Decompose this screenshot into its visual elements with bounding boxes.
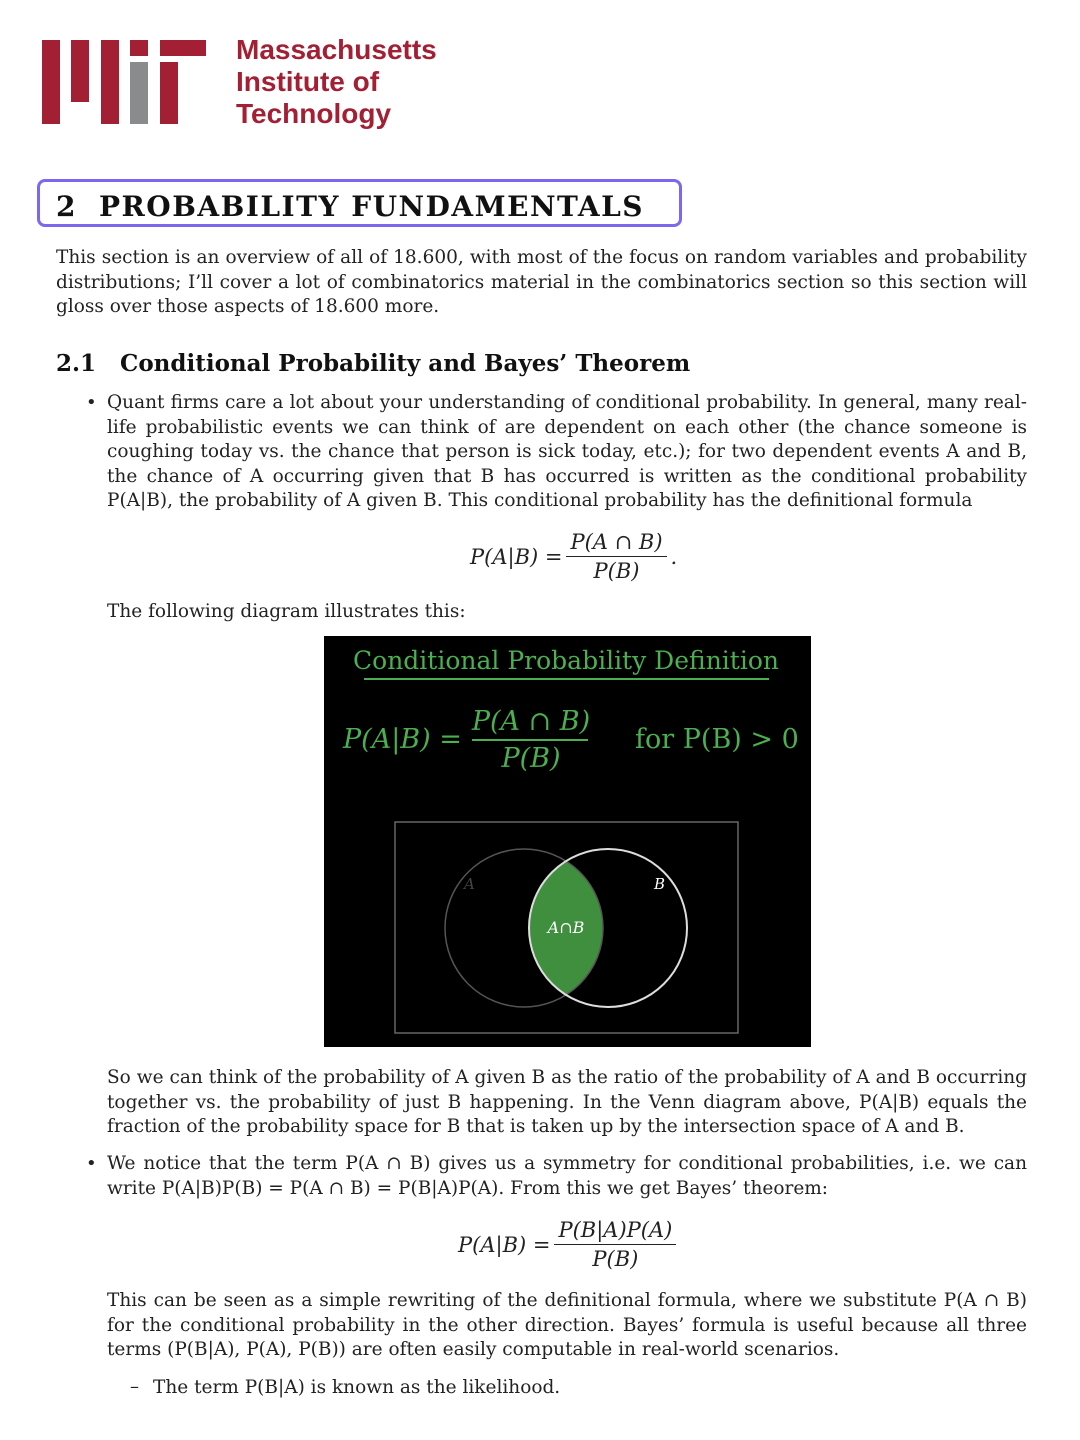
bayes-denominator: P(B) <box>592 1247 639 1271</box>
label-intersection: A∩B <box>547 918 585 937</box>
diagram-intro: The following diagram illustrates this: <box>107 601 466 622</box>
diagram-condition: for P(B) > 0 <box>635 724 799 755</box>
bayes-explanation: This can be seen as a simple rewriting of the definitional formula, where we substitute P(A ∩ B) for the conditional probability in the other direction. Bayes’ formula is useful because all three terms (P(B|A), P(A), P(B)) are often easily computable in real-world scenarios. <box>107 1290 1027 1361</box>
diagram-canvas <box>324 636 811 1047</box>
section-intro: This section is an overview of all of 18.600, with most of the focus on random variables and probability distributions; I’ll cover a lot of combinatorics material in the combinatorics section so this section will gloss over those aspects of 18.600 more. <box>56 247 1027 318</box>
section-heading <box>56 190 644 223</box>
conditional-probability-diagram <box>324 636 811 1047</box>
equation-fraction <box>566 530 666 583</box>
bayes-numerator: P(B|A)P(A) <box>554 1218 676 1245</box>
diagram-denominator: P(B) <box>501 743 561 774</box>
bayes-theorem-equation <box>458 1218 680 1271</box>
section-title: PROBABILITY FUNDAMENTALS <box>98 190 644 223</box>
bullet-marker: • <box>86 1153 97 1174</box>
logo-line-2: Institute of <box>236 66 380 97</box>
equation-period: . <box>670 544 678 569</box>
label-b: B <box>654 875 666 893</box>
logo-bar-i <box>130 62 148 124</box>
subsection-number: 2.1 <box>56 350 97 377</box>
logo-line-3: Technology <box>236 98 392 129</box>
logo-bar-m2 <box>71 40 89 102</box>
diagram-title: Conditional Probability Definition <box>353 646 779 675</box>
logo-bar-t-top <box>160 40 206 56</box>
logo-bar-m3 <box>101 40 119 124</box>
logo-bar-m1 <box>42 40 60 124</box>
equation-denominator: P(B) <box>593 559 640 583</box>
bullet-1-text: Quant firms care a lot about your understanding of conditional probability. In general, many real-life probabilistic events we can think of are dependent on each other (the chance someone is coughing today vs. the chance that person is sick today, etc.); for two dependent events A and B, the chance of A occurring given that B has occurred is written as the conditional probability P(A|B), the probability of A given B. This conditional probability has the definitional formula <box>107 392 1027 512</box>
conditional-probability-equation <box>470 530 677 583</box>
label-a: A <box>464 875 475 893</box>
bullet-marker: • <box>86 392 97 413</box>
diagram-numerator: P(A ∩ B) <box>471 706 591 737</box>
bullet-2-text: We notice that the term P(A ∩ B) gives us a symmetry for conditional probabilities, i.e. we can write P(A|B)P(B) = P(A ∩ B) = P(B|A)P(A). From this we get Bayes’ theorem: <box>107 1153 1027 1199</box>
logo-bar-t-stem <box>160 62 178 124</box>
logo-bar-i-dot <box>130 40 148 56</box>
dash-marker: – <box>130 1376 139 1397</box>
logo-line-1: Massachusetts <box>236 34 437 65</box>
subsection-heading <box>56 350 690 377</box>
logo-wordmark <box>236 34 437 130</box>
section-number: 2 <box>56 190 77 223</box>
bayes-lhs: P(A|B) = <box>458 1232 551 1257</box>
bayes-fraction <box>554 1218 676 1271</box>
after-diagram-text: So we can think of the probability of A given B as the ratio of the probability of A and B occurring together vs. the probability of just B happening. In the Venn diagram above, P(A|B) equals the fraction of the probability space for B that is taken up by the intersection space of A and B. <box>107 1067 1027 1138</box>
diagram-lhs: P(A|B) = <box>343 724 462 755</box>
likelihood-item: The term P(B|A) is known as the likelihood. <box>153 1377 561 1398</box>
equation-numerator: P(A ∩ B) <box>566 530 666 557</box>
equation-lhs: P(A|B) = <box>470 544 563 569</box>
subsection-title: Conditional Probability and Bayes’ Theorem <box>120 350 691 377</box>
